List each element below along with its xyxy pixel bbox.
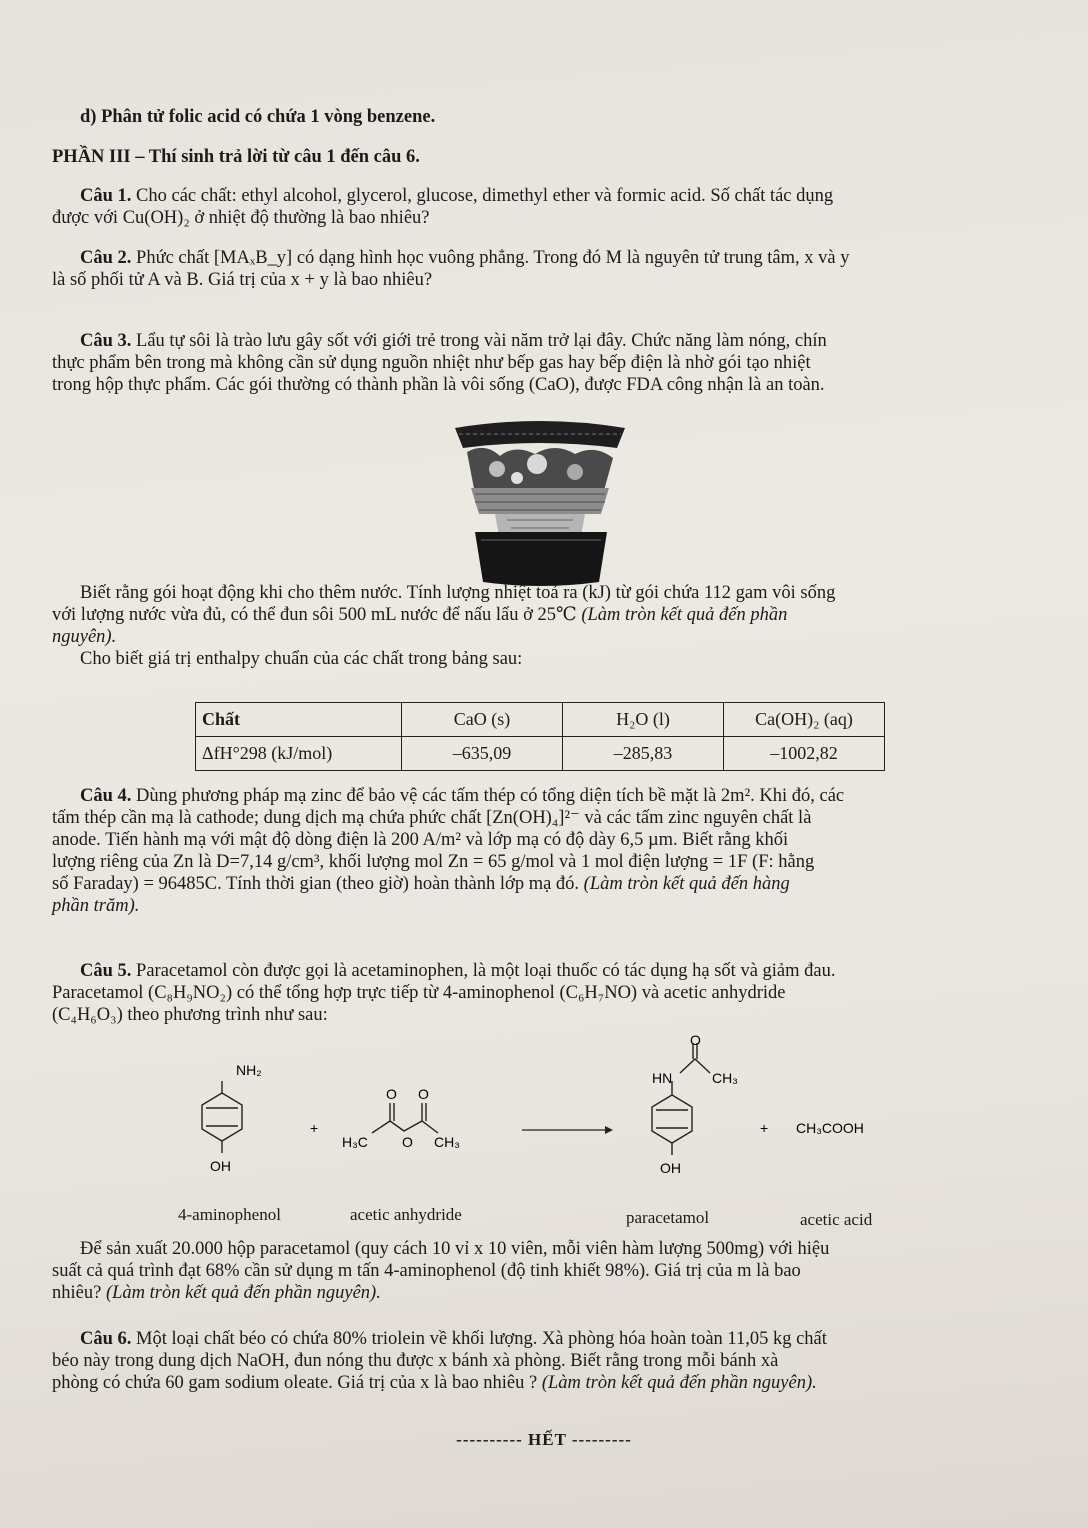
q6-text-c: phòng có chứa 60 gam sodium oleate. Giá trị của x là bao nhiêu ? (52, 1373, 538, 1393)
q4-text-c: anode. Tiến hành mạ với mật độ dòng điện là 200 A/m² và lớp mạ có độ dày 6,5 µm. Biết rằng khối (52, 830, 789, 850)
nh2-label: NH₂ (236, 1062, 262, 1078)
q1-label: Câu 1. (80, 186, 132, 206)
ch3cooh-label: CH₃COOH (796, 1120, 864, 1136)
question-4 (52, 785, 1037, 917)
question-6 (52, 1328, 1037, 1394)
q4-label: Câu 4. (80, 786, 132, 806)
q3-text-e: với lượng nước vừa đủ, có thể đun sôi 500 mL nước để nấu lẩu ở 25℃ (52, 605, 577, 625)
acetic-anhydride-structure (372, 1103, 438, 1133)
aminophenol-structure (202, 1081, 242, 1153)
q5-text-e: suất cả quá trình đạt 68% cần sử dụng m tấn 4-aminophenol (độ tinh khiết 98%). Giá trị của m là bao (52, 1261, 801, 1281)
table-cell: –285,83 (563, 737, 724, 771)
h3c-label: H₃C (342, 1134, 368, 1150)
carbonyl-o-left: O (386, 1086, 397, 1102)
product2-label: acetic acid (800, 1210, 873, 1229)
carbonyl-o-right: O (418, 1086, 429, 1102)
q3-text-e-italic: (Làm tròn kết quả đến phần (581, 605, 788, 625)
table-header-cell: Ca(OH)₂ (aq) (724, 703, 885, 737)
q5-label: Câu 5. (80, 961, 132, 981)
q5-text-f-italic: (Làm tròn kết quả đến phần nguyên). (105, 1283, 381, 1303)
item-d-text: d) Phân tử folic acid có chứa 1 vòng benzene. (80, 107, 436, 127)
product1-label: paracetamol (626, 1208, 710, 1227)
reactant1-label: 4-aminophenol (178, 1205, 281, 1224)
paracetamol-structure (652, 1043, 710, 1155)
question-5 (52, 960, 1037, 1026)
item-d (80, 106, 1065, 128)
q4-text-a: Dùng phương pháp mạ zinc để bảo vệ các tấm thép có tổng diện tích bề mặt là 2m². Khi đó, các (136, 786, 845, 806)
part3-heading (52, 146, 1037, 168)
end-marker: ---------- HẾT --------- (456, 1430, 632, 1449)
q6-label: Câu 6. (80, 1329, 132, 1349)
q3-text-d: Biết rằng gói hoạt động khi cho thêm nước. Tính lượng nhiệt toả ra (kJ) từ gói chứa 112 gam vôi sống (80, 583, 836, 603)
table-cell: –1002,82 (724, 737, 885, 771)
hn-label: HN (652, 1070, 673, 1086)
q2-label: Câu 2. (80, 248, 132, 268)
table-header-cell: H₂O (l) (563, 703, 724, 737)
self-heating-hotpot-illustration (445, 414, 635, 594)
q3-text-c: trong hộp thực phẩm. Các gói thường có thành phần là vôi sống (CaO), được FDA công nhận là an toàn. (52, 375, 825, 395)
plus-sign: + (310, 1120, 319, 1136)
q6-text-b: béo này trong dung dịch NaOH, đun nóng thu được x bánh xà phòng. Biết rằng trong mỗi bánh xà (52, 1351, 779, 1371)
q2-text-a: Phức chất [MAₓB_y] có dạng hình học vuông phẳng. Trong đó M là nguyên tử trung tâm, x và y (136, 248, 850, 268)
table-header-cell: CaO (s) (402, 703, 563, 737)
q4-text-e: số Faraday) = 96485C. Tính thời gian (theo giờ) hoàn thành lớp mạ đó. (52, 874, 580, 894)
oh-label-paracetamol: OH (660, 1160, 681, 1176)
oh-label: OH (210, 1158, 231, 1174)
q1-text-a: Cho các chất: ethyl alcohol, glycerol, glucose, dimethyl ether và formic acid. Số chất tác dụng (136, 186, 834, 206)
reactant2-label: acetic anhydride (350, 1205, 462, 1224)
q5-text-c: (C₄H₆O₃) theo phương trình như sau: (52, 1005, 328, 1025)
q6-text-c-italic: (Làm tròn kết quả đến phần nguyên). (541, 1373, 817, 1393)
q4-text-f-italic: phần trăm). (52, 896, 140, 916)
q1-text-b: được với Cu(OH)₂ ở nhiệt độ thường là bao nhiêu? (52, 208, 430, 228)
question-5-continued (52, 1238, 1037, 1304)
reaction-arrow-head (605, 1126, 613, 1134)
q5-text-f: nhiêu? (52, 1283, 102, 1303)
q3-text-a: Lẩu tự sôi là trào lưu gây sốt với giới trẻ trong vài năm trở lại đây. Chức năng làm nóng, chín (136, 331, 827, 351)
table-header-row (196, 703, 885, 737)
table-row (196, 737, 885, 771)
question-3 (52, 330, 1037, 396)
q3-text-g: Cho biết giá trị enthalpy chuẩn của các chất trong bảng sau: (80, 649, 523, 669)
question-3-continued (52, 582, 1037, 670)
q3-label: Câu 3. (80, 331, 132, 351)
q4-text-e-italic: (Làm tròn kết quả đến hàng (583, 874, 790, 894)
q5-text-b: Paracetamol (C₈H₉NO₂) có thể tổng hợp trực tiếp từ 4-aminophenol (C₆H₇NO) và acetic anhydride (52, 983, 786, 1003)
paracetamol-reaction-scheme (150, 1035, 910, 1195)
amide-o-label: O (690, 1035, 701, 1048)
question-1 (52, 185, 1037, 229)
plus-sign-2: + (760, 1120, 769, 1136)
table-row-label: ΔfH°298 (kJ/mol) (196, 737, 402, 771)
q5-text-a: Paracetamol còn được gọi là acetaminophen, là một loại thuốc có tác dụng hạ sốt và giảm đau. (136, 961, 836, 981)
table-cell: –635,09 (402, 737, 563, 771)
q2-text-b: là số phối tử A và B. Giá trị của x + y là bao nhiêu? (52, 270, 433, 290)
table-header-cell: Chất (196, 703, 402, 737)
q6-text-a: Một loại chất béo có chứa 80% triolein về khối lượng. Xà phòng hóa hoàn toàn 11,05 kg chất (136, 1329, 827, 1349)
part3-heading-text: PHẦN III – Thí sinh trả lời từ câu 1 đến câu 6. (52, 147, 420, 167)
ch3-label-paracetamol: CH₃ (712, 1070, 738, 1086)
ch3-label-anhydride: CH₃ (434, 1134, 460, 1150)
enthalpy-table (195, 702, 885, 771)
q4-text-d: lượng riêng của Zn là D=7,14 g/cm³, khối lượng mol Zn = 65 g/mol và 1 mol điện lượng = 1F (F: hằng (52, 852, 815, 872)
bridge-o: O (402, 1134, 413, 1150)
q5-text-d: Để sản xuất 20.000 hộp paracetamol (quy cách 10 vỉ x 10 viên, mỗi viên hàm lượng 500mg) với hiệu (80, 1239, 830, 1259)
q4-text-b: tấm thép cần mạ là cathode; dung dịch mạ chứa phức chất [Zn(OH)₄]²⁻ và các tấm zinc nguyên chất là (52, 808, 812, 828)
q3-text-b: thực phẩm bên trong mà không cần sử dụng nguồn nhiệt như bếp gas hay bếp điện là nhờ gói tạo nhiệt (52, 353, 811, 373)
question-2 (52, 247, 1037, 291)
q3-text-f-italic: nguyên). (52, 627, 117, 647)
